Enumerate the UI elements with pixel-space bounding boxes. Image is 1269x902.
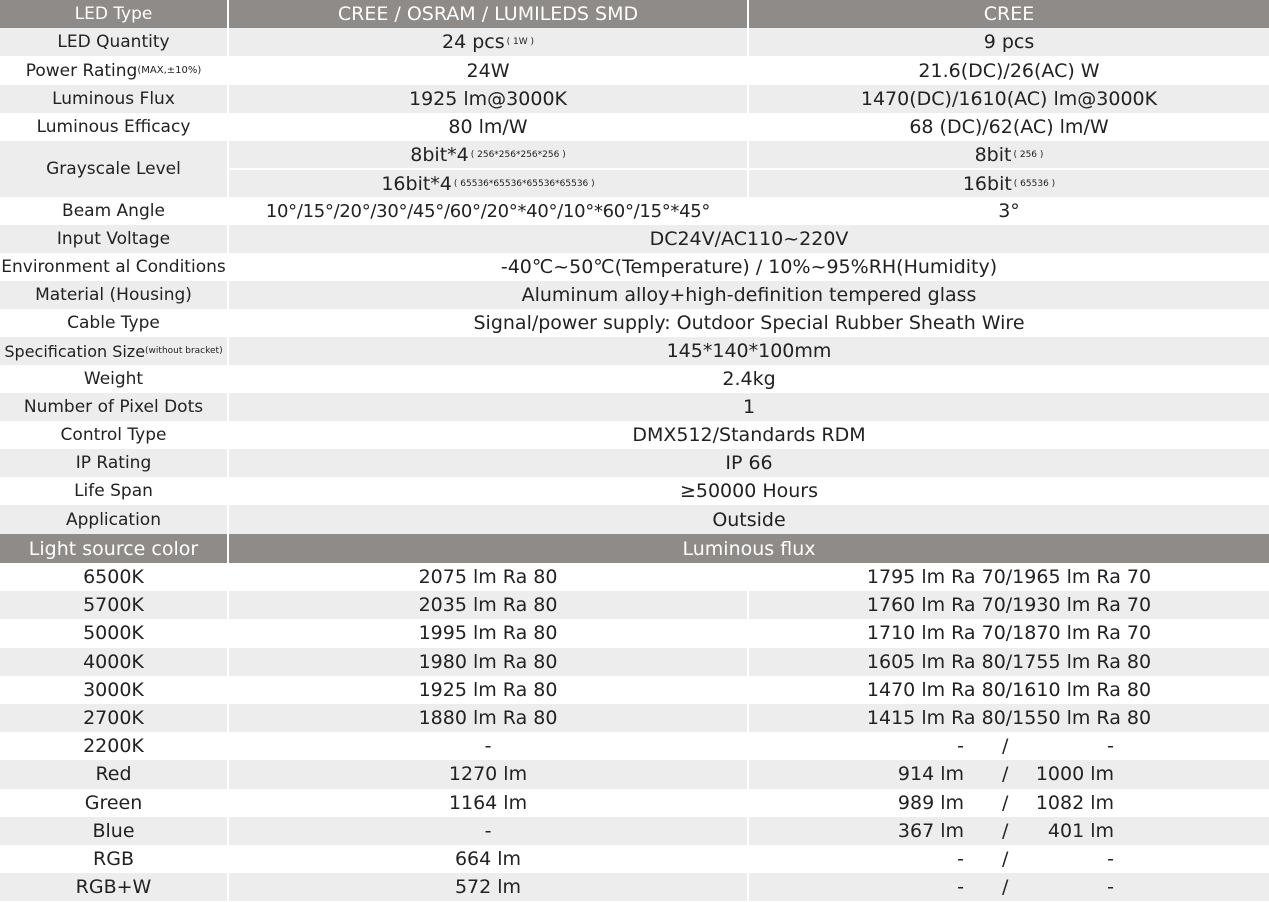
spec-note: ( 256*256*256*256 ) (470, 149, 566, 160)
flux-header-value: Luminous flux (229, 534, 1269, 563)
spec-label: LED Quantity (0, 28, 227, 56)
flux-col2-ac: 1082 lm (1035, 791, 1114, 814)
spec-value: 8bit (974, 143, 1012, 166)
flux-col2-dc: - (957, 735, 964, 758)
spec-row (0, 253, 1269, 281)
flux-col2: 1470 lm Ra 80/1610 lm Ra 80 (749, 676, 1269, 704)
flux-col1: - (229, 817, 747, 845)
spec-value: 16bit (962, 172, 1012, 195)
spec-label: Luminous Flux (0, 85, 227, 113)
spec-merged: 1 (229, 393, 1269, 421)
flux-col2-dc: 989 lm (897, 791, 964, 814)
flux-col2-split (749, 873, 1269, 901)
flux-col2: 1710 lm Ra 70/1870 lm Ra 70 (749, 619, 1269, 647)
spec-col2 (749, 141, 1269, 168)
flux-col2-split (749, 732, 1269, 760)
spec-col1: 10°/15°/20°/30°/45°/60°/20°*40°/10°*60°/15°*45° (229, 197, 747, 225)
flux-row (0, 648, 1269, 676)
spec-row (0, 505, 1269, 534)
spec-col2 (749, 170, 1269, 197)
flux-row (0, 817, 1269, 845)
spec-merged: 145*140*100mm (229, 337, 1269, 365)
spec-row (0, 365, 1269, 393)
flux-col2-ac: 1000 lm (1035, 763, 1114, 786)
spec-merged: Outside (229, 505, 1269, 534)
spec-row (0, 197, 1269, 225)
flux-col1: 1270 lm (229, 760, 747, 788)
spec-label (0, 56, 227, 85)
flux-header-label: Light source color (0, 534, 227, 563)
spec-row (0, 421, 1269, 449)
spec-merged: IP 66 (229, 449, 1269, 477)
flux-col2-ac: 401 lm (1047, 819, 1114, 842)
spec-label: Number of Pixel Dots (0, 393, 227, 421)
flux-color-label: 2200K (0, 732, 227, 760)
spec-merged: DC24V/AC110~220V (229, 225, 1269, 253)
flux-color-label: 5000K (0, 619, 227, 647)
flux-col2-separator: / (1002, 763, 1009, 786)
spec-col2: 68 (DC)/62(AC) lm/W (749, 113, 1269, 141)
grayscale-row-a (0, 141, 1269, 168)
spec-row (0, 56, 1269, 85)
flux-color-label: 4000K (0, 648, 227, 676)
spec-label: Material (Housing) (0, 281, 227, 309)
spec-merged: ≥50000 Hours (229, 477, 1269, 505)
spec-note: ( 65536*65536*65536*65536 ) (453, 178, 595, 189)
spec-label: Control Type (0, 421, 227, 449)
spec-label: Grayscale Level (0, 141, 227, 197)
spec-col2: 21.6(DC)/26(AC) W (749, 56, 1269, 85)
spec-note: ( 256 ) (1013, 149, 1044, 160)
flux-row (0, 619, 1269, 647)
flux-col1: 2075 lm Ra 80 (229, 563, 747, 591)
flux-color-label: RGB+W (0, 873, 227, 901)
spec-label: Input Voltage (0, 225, 227, 253)
flux-row (0, 845, 1269, 873)
spec-value: 16bit*4 (381, 172, 452, 195)
flux-col1: 1164 lm (229, 789, 747, 817)
flux-row (0, 563, 1269, 591)
flux-color-label: Green (0, 789, 227, 817)
spec-label-note: (without bracket) (145, 346, 223, 356)
flux-col2-separator: / (1002, 791, 1009, 814)
flux-color-label: Blue (0, 817, 227, 845)
flux-col2 (749, 873, 1269, 901)
flux-col2-dc: 914 lm (897, 763, 964, 786)
spec-col1 (229, 141, 747, 168)
flux-col2-separator: / (1002, 819, 1009, 842)
flux-col1: 1925 lm Ra 80 (229, 676, 747, 704)
spec-col2: 9 pcs (749, 28, 1269, 56)
spec-label: Weight (0, 365, 227, 393)
spec-col1 (229, 28, 747, 56)
spec-label: Life Span (0, 477, 227, 505)
led-type-row (0, 0, 1269, 28)
flux-col2-ac: - (1107, 876, 1114, 899)
flux-col2 (749, 789, 1269, 817)
flux-row (0, 760, 1269, 788)
spec-label: Environment al Conditions (0, 253, 227, 281)
spec-row (0, 85, 1269, 113)
spec-row (0, 449, 1269, 477)
led-type-label: LED Type (0, 0, 227, 28)
spec-merged: Aluminum alloy+high-definition tempered glass (229, 281, 1269, 309)
spec-note: ( 1W ) (506, 37, 534, 47)
spec-merged: DMX512/Standards RDM (229, 421, 1269, 449)
spec-label: Luminous Efficacy (0, 113, 227, 141)
spec-label-note: (MAX,±10%) (137, 65, 202, 76)
grayscale-row-b (0, 170, 1269, 197)
spec-row (0, 28, 1269, 56)
flux-color-label: 5700K (0, 591, 227, 619)
spec-row (0, 337, 1269, 365)
spec-label: Cable Type (0, 309, 227, 337)
flux-color-label: RGB (0, 845, 227, 873)
spec-value: 8bit*4 (410, 143, 469, 166)
flux-col1: 1880 lm Ra 80 (229, 704, 747, 732)
flux-col2: 1605 lm Ra 80/1755 lm Ra 80 (749, 648, 1269, 676)
spec-col1 (229, 170, 747, 197)
spec-row (0, 225, 1269, 253)
flux-col2-dc: - (957, 848, 964, 871)
flux-col2 (749, 732, 1269, 760)
flux-row (0, 704, 1269, 732)
flux-header-row (0, 534, 1269, 563)
spec-value: 24 pcs (442, 31, 505, 53)
spec-merged: 2.4kg (229, 365, 1269, 393)
led-type-col2: CREE (749, 0, 1269, 28)
flux-col2-separator: / (1002, 876, 1009, 899)
flux-col1: 572 lm (229, 873, 747, 901)
spec-label: Application (0, 505, 227, 534)
spec-col1: 24W (229, 56, 747, 85)
flux-col2 (749, 817, 1269, 845)
flux-col2-dc: 367 lm (897, 819, 964, 842)
flux-col2-dc: - (957, 876, 964, 899)
spec-col2: 3° (749, 197, 1269, 225)
flux-col2: 1760 lm Ra 70/1930 lm Ra 70 (749, 591, 1269, 619)
flux-col2 (749, 845, 1269, 873)
flux-col2-split (749, 845, 1269, 873)
flux-col2-separator: / (1002, 848, 1009, 871)
spec-row (0, 477, 1269, 505)
spec-row (0, 281, 1269, 309)
flux-row (0, 676, 1269, 704)
flux-row (0, 591, 1269, 619)
spec-label-text: Power Rating (25, 60, 138, 81)
spec-merged: -40℃~50℃(Temperature) / 10%~95%RH(Humidity) (229, 253, 1269, 281)
flux-col2: 1415 lm Ra 80/1550 lm Ra 80 (749, 704, 1269, 732)
flux-row (0, 873, 1269, 901)
spec-row (0, 309, 1269, 337)
flux-row (0, 789, 1269, 817)
flux-color-label: 6500K (0, 563, 227, 591)
flux-col2-split (749, 789, 1269, 817)
spec-row (0, 393, 1269, 421)
flux-col1: 1980 lm Ra 80 (229, 648, 747, 676)
spec-merged: Signal/power supply: Outdoor Special Rubber Sheath Wire (229, 309, 1269, 337)
spec-col1: 80 lm/W (229, 113, 747, 141)
flux-col2-ac: - (1107, 735, 1114, 758)
flux-row (0, 732, 1269, 760)
spec-row (0, 113, 1269, 141)
flux-color-label: Red (0, 760, 227, 788)
spec-label: IP Rating (0, 449, 227, 477)
flux-color-label: 2700K (0, 704, 227, 732)
flux-col2-ac: - (1107, 848, 1114, 871)
spec-label: Beam Angle (0, 197, 227, 225)
flux-col2-split (749, 817, 1269, 845)
flux-col2 (749, 760, 1269, 788)
flux-col1: - (229, 732, 747, 760)
led-type-col1: CREE / OSRAM / LUMILEDS SMD (229, 0, 747, 28)
flux-col2-separator: / (1002, 735, 1009, 758)
spec-note: ( 65536 ) (1013, 178, 1056, 189)
flux-col1: 664 lm (229, 845, 747, 873)
spec-col2: 1470(DC)/1610(AC) lm@3000K (749, 85, 1269, 113)
spec-label-text: Specification Size (4, 341, 146, 361)
flux-col2: 1795 lm Ra 70/1965 lm Ra 70 (749, 563, 1269, 591)
spec-label (0, 337, 227, 365)
flux-color-label: 3000K (0, 676, 227, 704)
flux-col1: 2035 lm Ra 80 (229, 591, 747, 619)
flux-col1: 1995 lm Ra 80 (229, 619, 747, 647)
spec-col1: 1925 lm@3000K (229, 85, 747, 113)
flux-col2-split (749, 760, 1269, 788)
